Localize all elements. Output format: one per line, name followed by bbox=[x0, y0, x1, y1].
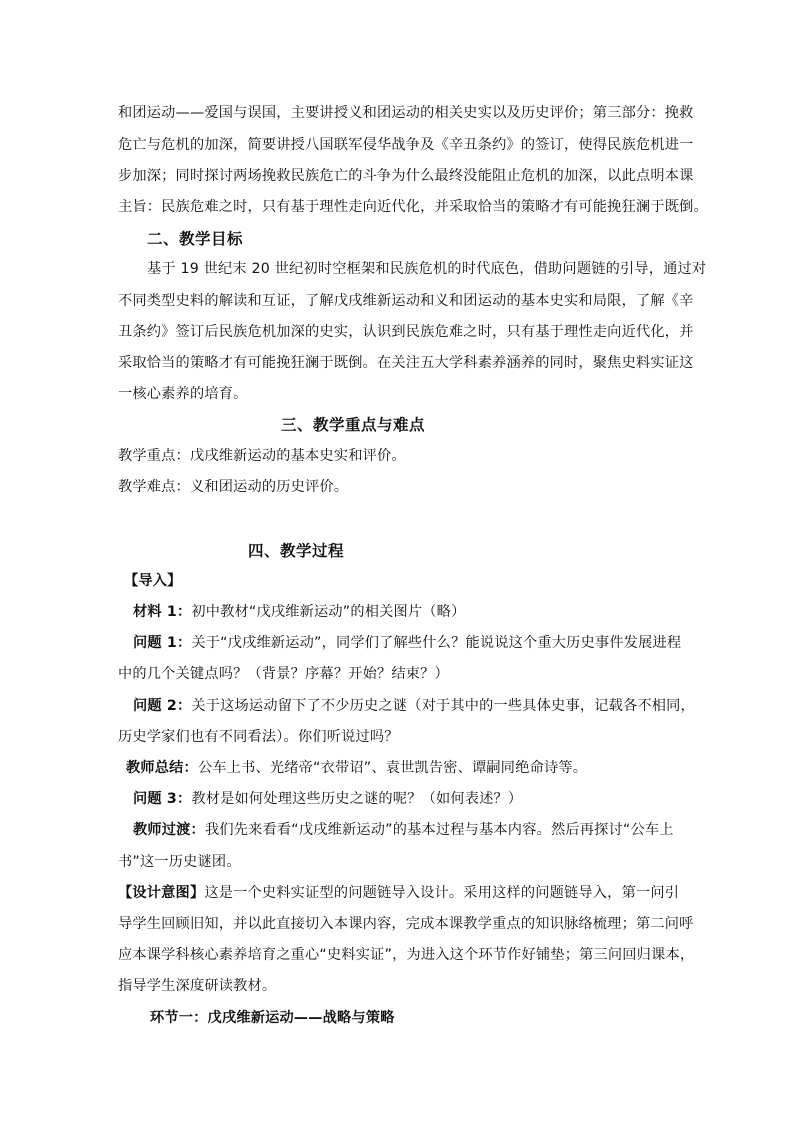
design-intent-text: 这是一个史料实证型的问题链导入设计。采用这样的问题链导入，第一问引 bbox=[204, 885, 680, 901]
objectives-line-1: 基于 19 世纪末 20 世纪初时空框架和民族危机的时代底色，借助问题链的引导，通过对 bbox=[147, 261, 707, 277]
objectives-line-2: 不同类型史料的解读和互证，了解戊戌维新运动和义和团运动的基本史实和局限，了解《辛 bbox=[118, 293, 694, 309]
teacher-transition-text: 我们先来看看“戊戌维新运动”的基本过程与基本内容。然后再探讨“公车上 bbox=[204, 822, 674, 838]
question-3-text: 教材是如何处理这些历史之谜的呢？（如何表述？） bbox=[191, 791, 523, 807]
question-1-text: 关于“戊戌维新运动”，同学们了解些什么？能说说这个重大历史事件发展进程 bbox=[191, 635, 682, 651]
link-1-heading: 环节一：戊戌维新运动——战略与策略 bbox=[150, 1010, 395, 1026]
objectives-line-5: 一核心素养的培育。 bbox=[118, 386, 248, 402]
question-2 bbox=[133, 696, 695, 716]
section-heading-process: 四、教学过程 bbox=[248, 542, 345, 560]
section-heading-key-points: 三、教学重点与难点 bbox=[281, 416, 426, 434]
material-1 bbox=[133, 602, 465, 622]
key-point-text: 教学重点：戊戌维新运动的基本史实和评价。 bbox=[118, 448, 406, 464]
teacher-summary-text: 公车上书、光绪帝“衣带诏”、袁世凯告密、谭嗣同绝命诗等。 bbox=[197, 760, 588, 776]
material-1-label: 材料 1： bbox=[133, 604, 192, 620]
intro-line-2: 危亡与危机的加深，简要讲授八国联军侵华战争及《辛丑条约》的签订，使得民族危机进一 bbox=[118, 137, 694, 153]
design-intent-line-3: 应本课学科核心素养培育之重心“史料实证”，为进入这个环节作好铺垫；第三问回归课本， bbox=[118, 947, 695, 963]
teacher-transition-label: 教师过渡： bbox=[133, 822, 205, 838]
design-intent-line-2: 导学生回顾旧知，并以此直接切入本课内容，完成本课教学重点的知识脉络梳理；第二问呼 bbox=[118, 916, 694, 932]
question-3-label: 问题 3： bbox=[133, 791, 192, 807]
intro-label: 【导入】 bbox=[124, 573, 182, 589]
intro-line-1: 和团运动——爱国与误国，主要讲授义和团运动的相关史实以及历史评价；第三部分：挽救 bbox=[118, 105, 694, 121]
design-intent-line-4: 指导学生深度研读教材。 bbox=[118, 978, 277, 994]
objectives-line-4: 采取恰当的策略才有可能挽狂澜于既倒。在关注五大学科素养涵养的同时，聚焦史料实证这 bbox=[118, 355, 694, 371]
question-2-line-2: 历史学家们也有不同看法）。你们听说过吗？ bbox=[118, 729, 399, 745]
difficulty-text: 教学难点：义和团运动的历史评价。 bbox=[118, 479, 349, 495]
question-2-text: 关于这场运动留下了不少历史之谜（对于其中的一些具体史事，记载各不相同， bbox=[191, 698, 695, 714]
material-1-text: 初中教材“戊戌维新运动”的相关图片（略） bbox=[191, 604, 466, 620]
question-1-label: 问题 1： bbox=[133, 635, 192, 651]
teacher-summary bbox=[126, 758, 587, 778]
question-1 bbox=[133, 633, 681, 653]
teacher-transition-line-2: 书”这一历史谜团。 bbox=[118, 854, 241, 870]
design-intent bbox=[118, 883, 679, 903]
design-intent-label: 【设计意图】 bbox=[118, 885, 205, 901]
intro-line-3: 步加深；同时探讨两场挽救民族危亡的斗争为什么最终没能阻止危机的加深，以此点明本课 bbox=[118, 168, 694, 184]
question-1-line-2: 中的几个关键点吗？（背景？序幕？开始？结束？） bbox=[118, 666, 449, 682]
teacher-summary-label: 教师总结： bbox=[126, 760, 198, 776]
intro-line-4: 主旨：民族危难之时，只有基于理性走向近代化，并采取恰当的策略才有可能挽狂澜于既倒。 bbox=[118, 199, 708, 215]
question-2-label: 问题 2： bbox=[133, 698, 192, 714]
section-heading-objectives: 二、教学目标 bbox=[147, 230, 244, 248]
teacher-transition bbox=[133, 820, 674, 840]
objectives-line-3: 丑条约》签订后民族危机加深的史实，认识到民族危难之时，只有基于理性走向近代化，并 bbox=[118, 324, 694, 340]
question-3 bbox=[133, 789, 522, 809]
